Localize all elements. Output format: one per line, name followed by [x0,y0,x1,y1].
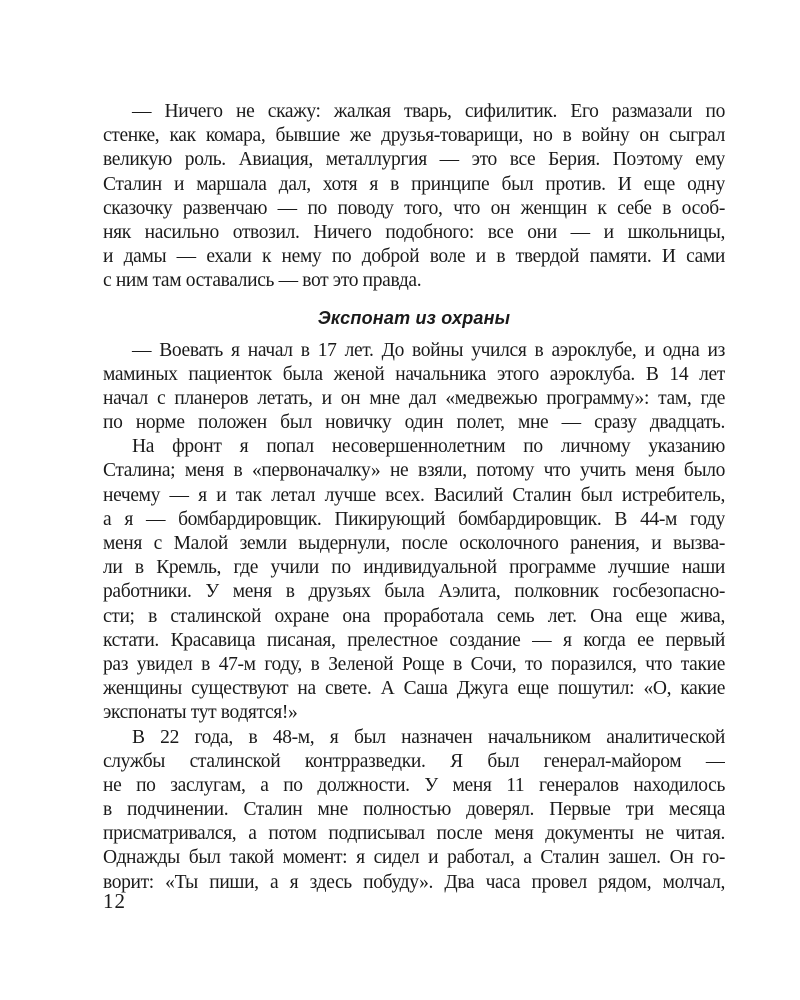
text-line: начал с планеров летать, и он мне дал «медвежью программу»: там, где [103,387,725,409]
text-line: ворит: «Ты пиши, а я здесь побуду». Два часа провел рядом, молчал, [103,871,725,893]
text-line: — Ничего не скажу: жалкая тварь, сифилитик. Его размазали по [132,101,725,122]
text-line: и дамы — ехали к нему по доброй воле и в твердой памяти. И сами [103,246,725,268]
text-line: а я — бомбардировщик. Пикирующий бомбардировщик. В 44-м году [103,508,725,530]
text-line: присматривался, а потом подписывал после меня документы не читая. [103,823,725,845]
text-line: великую роль. Авиация, металлургия — это все Берия. Поэтому ему [103,149,725,171]
text-line: сказочку развенчаю — по поводу того, что он женщин к себе в особ- [103,197,725,219]
text-line: стенке, как комара, бывшие же друзья-товарищи, но в войну он сыграл [103,125,725,147]
text-line: в подчинении. Сталин мне полностью доверял. Первые три месяца [103,799,725,821]
text-line: В 22 года, в 48-м, я был назначен начальником аналитической [132,726,725,748]
text-line: Сталин и маршала дал, хотя я в принципе был против. И еще одну [103,173,725,195]
text-line: Однажды был такой момент: я сидел и работал, а Сталин зашел. Он го- [103,847,725,869]
text-line: экспонаты тут водятся!» [103,702,298,724]
text-line: женщины существуют на свете. А Саша Джуга еще пошутил: «О, какие [103,678,725,700]
text-line: работники. У меня в друзьях была Аэлита, полковник госбезопасно- [103,581,725,603]
text-line: службы сталинской контрразведки. Я был генерал-майором — [103,750,725,772]
book-page-text [103,100,725,895]
page-number: 12 [103,889,126,913]
text-line: маминых пациенток была женой начальника этого аэроклуба. В 14 лет [103,363,725,385]
section-heading: Экспонат из охраны [317,307,511,328]
text-line: ли в Кремль, где учили по индивидуальной программе лучшие наши [103,557,725,579]
paragraph-1 [103,100,725,294]
text-line: раз увидел в 47-м году, в Зеленой Роще в Сочи, то поразился, что такие [103,653,725,675]
paragraph-3 [103,435,725,725]
text-line: кстати. Красавица писаная, прелестное создание — я когда ее первый [103,629,725,651]
text-line: На фронт я попал несовершеннолетним по личному указанию [132,436,725,458]
text-line: Сталина; меня в «первоначалку» не взяли, потому что учить меня было [103,460,725,482]
text-line: с ним там оставались — вот это правда. [103,270,422,292]
text-line: сти; в сталинской охране она проработала семь лет. Она еще жива, [103,605,725,627]
text-line: — Воевать я начал в 17 лет. До войны учился в аэроклубе, и одна из [132,339,725,361]
paragraph-4 [103,726,725,895]
text-line: меня с Малой земли выдернули, после осколочного ранения, и вызва- [103,533,725,554]
text-line: няк насильно отвозил. Ничего подобного: все они — и школьницы, [103,221,725,243]
text-line: не по заслугам, а по должности. У меня 11 генералов находилось [103,774,725,796]
paragraph-2 [103,339,725,436]
text-line: нечему — я и так летал лучше всех. Василий Сталин был истребитель, [103,484,725,506]
text-line: по норме положен был новичку один полет, мне — сразу двадцать. [103,412,725,434]
